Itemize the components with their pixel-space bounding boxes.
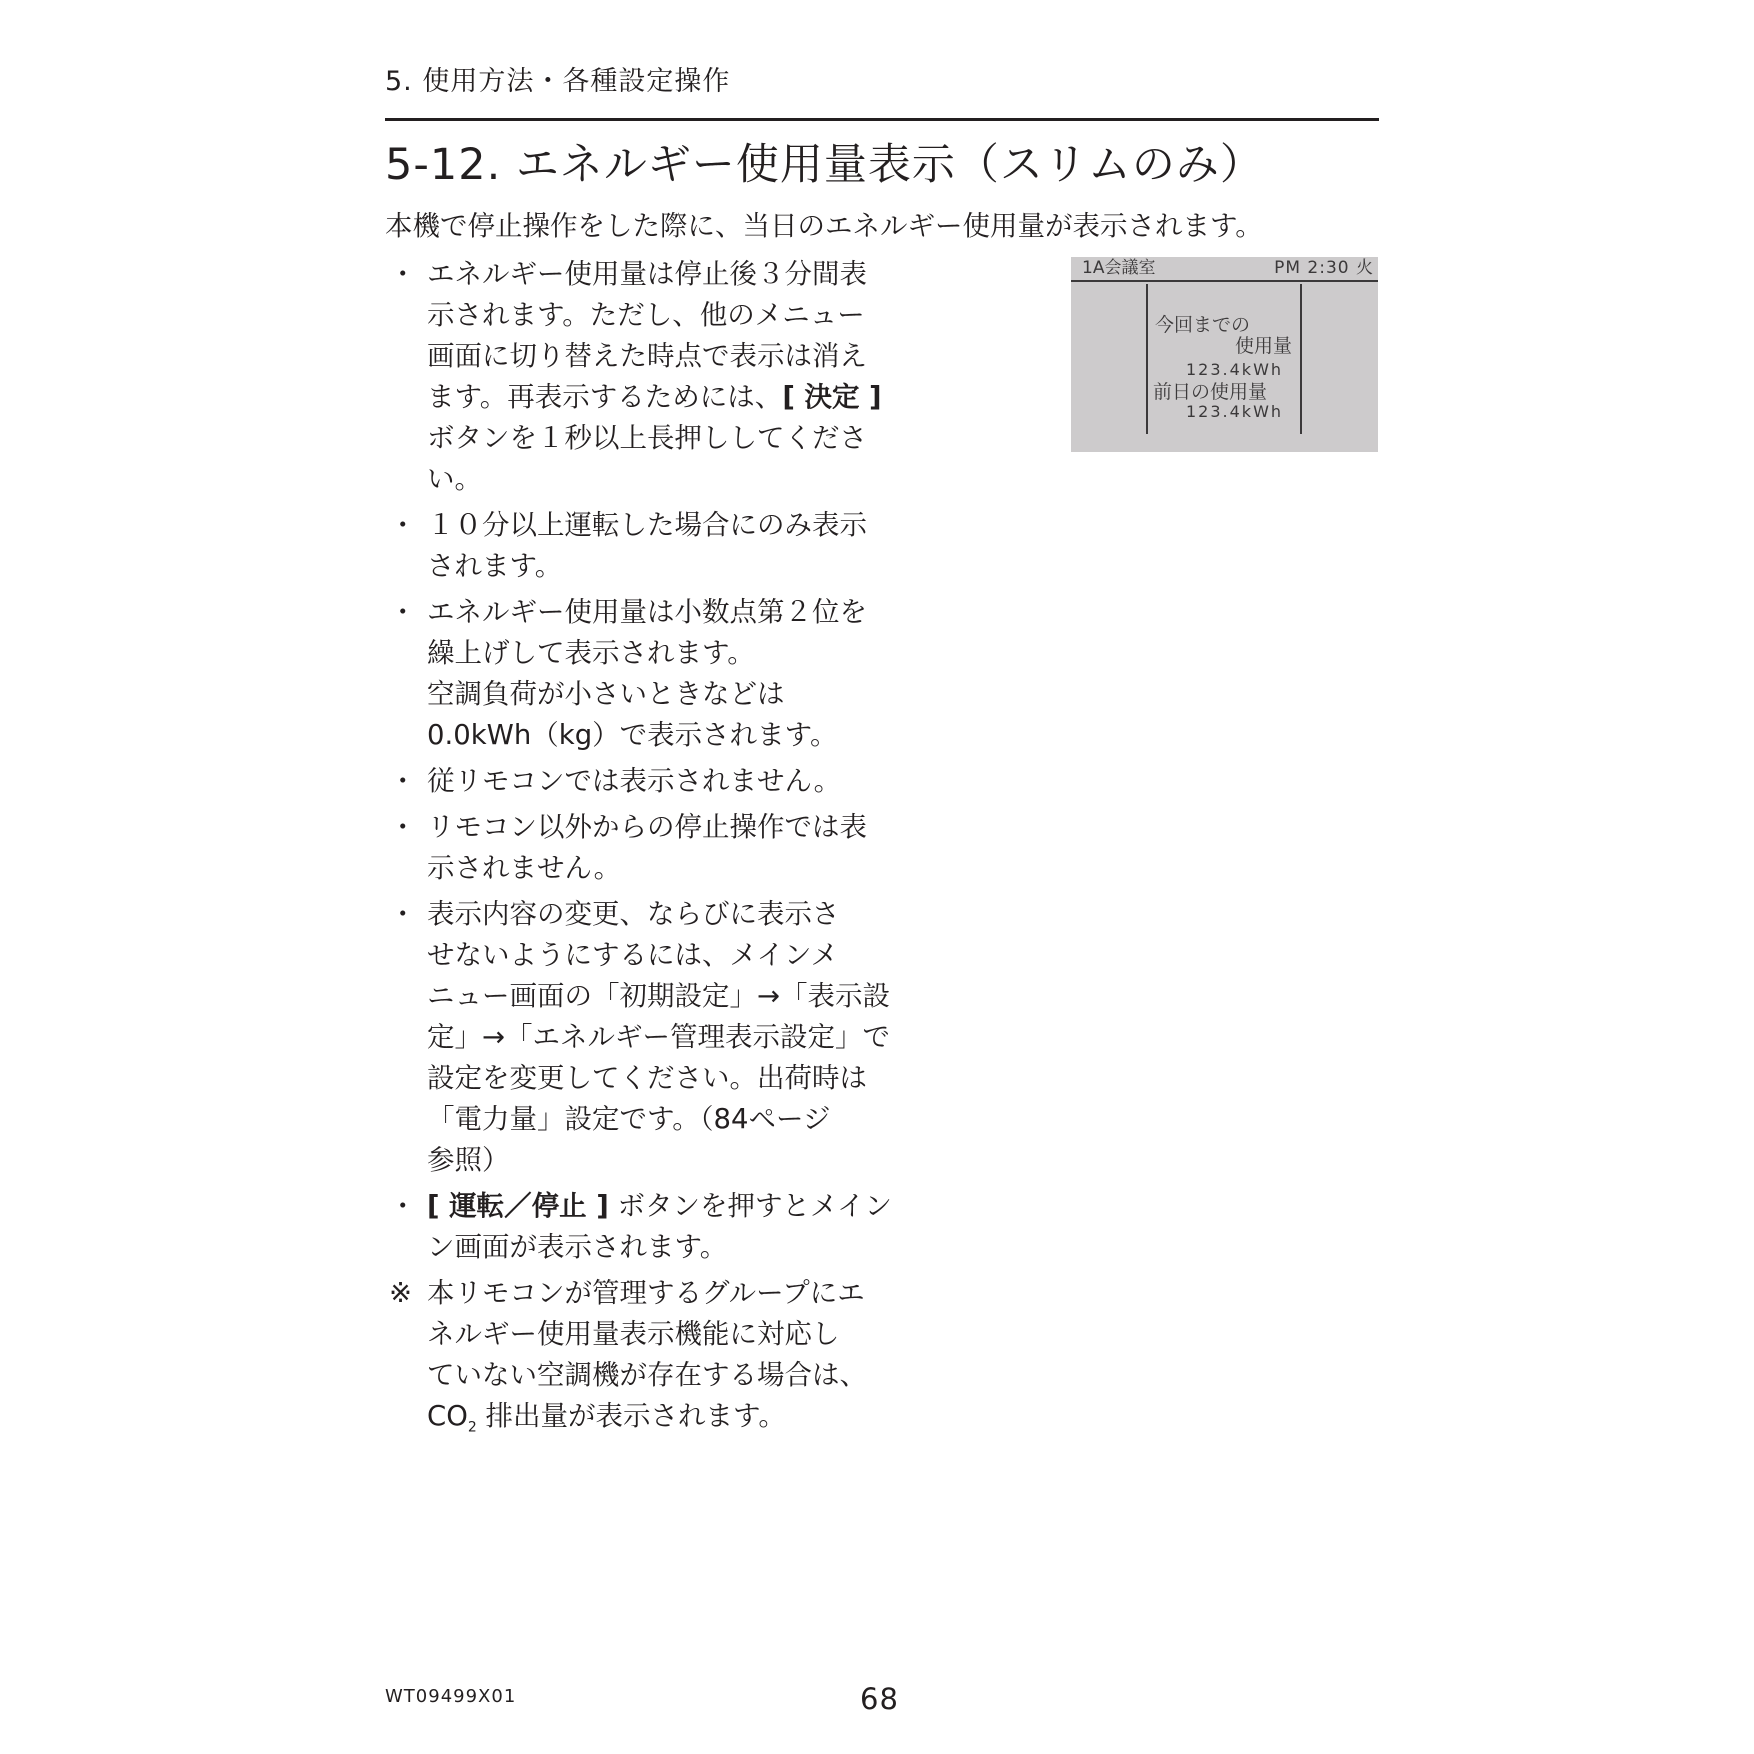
button-name: [ 運転／停止 ] (427, 1190, 609, 1222)
note-text: 排出量が表示されます。 (476, 1400, 786, 1432)
note-line: い。 (427, 463, 482, 495)
lcd-clock: PM 2:30 火 (1274, 258, 1374, 278)
bullet-mark: ・ (389, 765, 417, 797)
section-header: 5. 使用方法・各種設定操作 (385, 66, 731, 97)
notes-list (385, 254, 905, 1454)
note-line: エネルギー使用量は小数点第２位を (427, 596, 867, 628)
bullet-mark: ・ (389, 811, 417, 843)
note-line: 参照） (427, 1144, 510, 1176)
note-line: リモコン以外からの停止操作では表 (427, 811, 867, 843)
lcd-divider-right (1300, 284, 1302, 434)
list-item (385, 807, 905, 889)
list-item (385, 1186, 905, 1268)
list-item (385, 1273, 905, 1449)
subscript: 2 (467, 1419, 477, 1436)
lcd-divider-left (1146, 284, 1148, 434)
bullet-mark: ・ (389, 1190, 417, 1222)
lcd-label-since: 今回までの (1155, 314, 1251, 336)
note-line: １０分以上運転した場合にのみ表示 (427, 509, 867, 541)
lcd-label-prev: 前日の使用量 (1153, 381, 1268, 403)
list-item (385, 254, 905, 500)
note-line (427, 1186, 905, 1227)
note-line: されます。 (427, 550, 563, 582)
note-mark: ※ (389, 1277, 413, 1309)
note-line: 従リモコンでは表示されません。 (427, 765, 842, 797)
note-line: 示されます。ただし、他のメニュー (427, 299, 865, 331)
note-line: 画面に切り替えた時点で表示は消え (427, 340, 867, 372)
bullet-mark: ・ (389, 898, 417, 930)
note-line: ていない空調機が存在する場合は、 (427, 1359, 867, 1391)
note-line: 示されません。 (427, 852, 622, 884)
note-line: 「電力量」設定です。（84ページ (427, 1103, 831, 1135)
button-name: [ 決定 ] (782, 381, 882, 413)
note-line: ボタンを１秒以上長押ししてくださ (427, 422, 867, 454)
bullet-mark: ・ (389, 258, 417, 290)
page-title: 5-12. エネルギー使用量表示（スリムのみ） (385, 140, 1264, 190)
list-item (385, 592, 905, 756)
note-line (427, 377, 905, 418)
lcd-value-since: 123.4kWh (1186, 360, 1284, 379)
note-line: エネルギー使用量は停止後３分間表 (427, 258, 867, 290)
note-line: 0.0kWh（kg）で表示されます。 (427, 719, 838, 751)
note-line: 空調負荷が小さいときなどは (427, 678, 785, 710)
list-item (385, 761, 905, 802)
note-line: 定」→「エネルギー管理表示設定」で (427, 1021, 891, 1053)
remote-lcd-screen (1071, 257, 1378, 452)
note-line (427, 1396, 905, 1449)
note-text: ボタンを押すとメイン (608, 1190, 892, 1222)
note-line: せないようにするには、メインメ (427, 939, 839, 971)
intro-paragraph: 本機で停止操作をした際に、当日のエネルギー使用量が表示されます。 (385, 210, 1263, 242)
page-number: 68 (860, 1682, 899, 1716)
list-item (385, 505, 905, 587)
bullet-mark: ・ (389, 509, 417, 541)
note-line: 表示内容の変更、ならびに表示さ (427, 898, 840, 930)
note-line: 設定を変更してください。出荷時は (427, 1062, 867, 1094)
note-text: CO (427, 1400, 468, 1432)
note-text: ます。再表示するためには、 (427, 381, 783, 413)
lcd-value-prev: 123.4kWh (1186, 402, 1284, 421)
document-code: WT09499X01 (385, 1686, 517, 1707)
note-line: 本リモコンが管理するグループにエ (427, 1277, 865, 1309)
lcd-label-usage: 使用量 (1235, 335, 1293, 357)
note-line: ン画面が表示されます。 (427, 1231, 728, 1263)
note-line: ニュー画面の「初期設定」→「表示設 (427, 980, 891, 1012)
bullet-mark: ・ (389, 596, 417, 628)
lcd-room-name: 1A会議室 (1082, 258, 1156, 278)
note-line: 繰上げして表示されます。 (427, 637, 755, 669)
note-line: ネルギー使用量表示機能に対応し (427, 1318, 840, 1350)
list-item (385, 894, 905, 1181)
header-divider (385, 118, 1379, 121)
lcd-status-bar (1071, 257, 1378, 282)
